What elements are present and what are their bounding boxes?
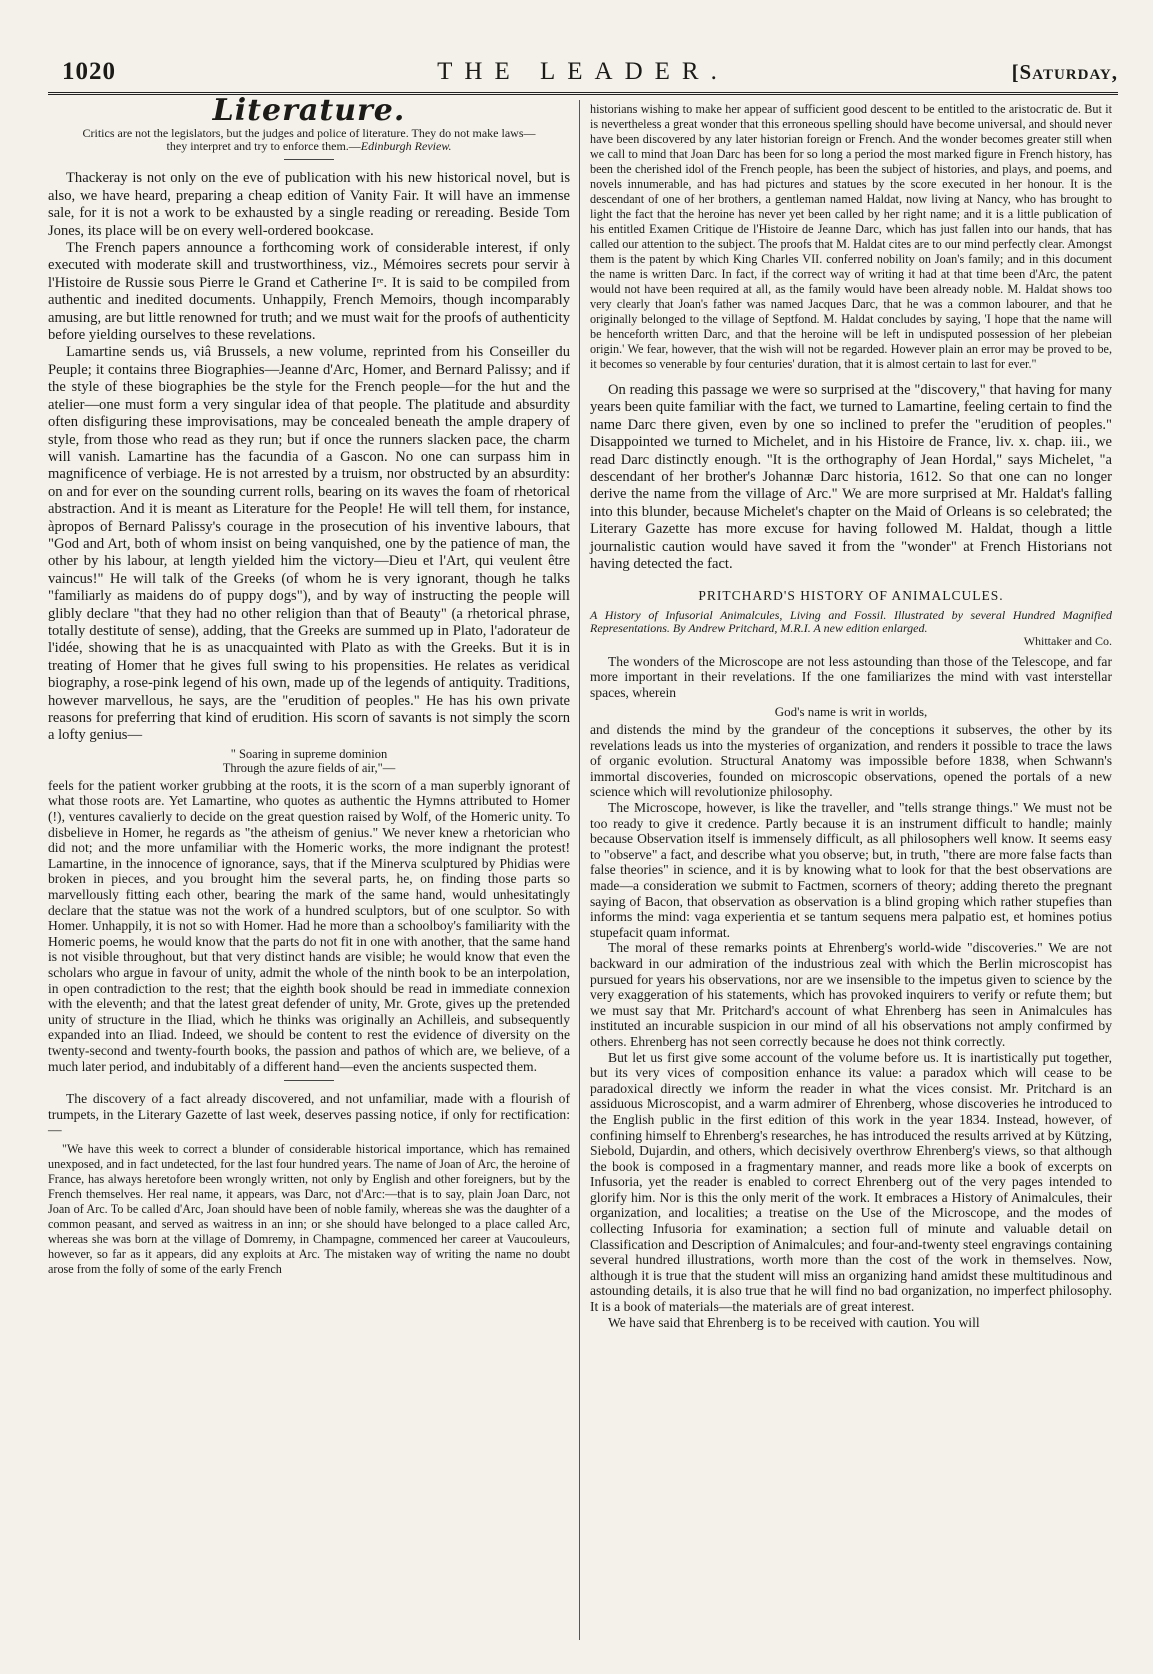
- review-title: PRITCHARD'S HISTORY OF ANIMALCULES.: [698, 588, 1004, 604]
- paragraph-distends: and distends the mind by the grandeur of the conceptions it subserves, the other by its revelations leads us into the mysteries of organization, and renders it possible to trace the laws of organic evolution. Structural Anatomy was impossible before 1838, when Schwann's immortal discoveries, founded on microscopic observations, opened the portals of a new science which will revolutionize philosophy.: [590, 722, 1112, 800]
- verse-line-1: " Soaring in supreme dominion: [230, 746, 388, 761]
- quote-continued-text: historians wishing to make her appear of sufficient good descent to be entitled to the aristocratic de. But it is nevertheless a great wonder that this erroneous spelling should have become universal, and should never have been discovered by any later historian foreign or French. And the wonder becomes greater still when we call to mind that Joan Darc has been for so long a period the most marked figure in French history, has been the cherished idol of the French people, has been the subject of histories, and plays, and poems, and novels innumerable, and has had pictures and statues by the score executed in her honour. It is the descendant of one of her brothers, a gentleman named Haldat, now living at Nancy, who has brought to light the fact that the heroine has never yet been called by her right name; and it is a little publication of his entitled Examen Critique de l'Histoire de Jeanne Darc, which has just fallen into our hands, that has called our attention to the subject. The proofs that M. Haldat cites are to our mind perfectly clear. Amongst them is the patent by which King Charles VII. conferred nobility on Joan's family; and in this document the name is written Darc. In fact, if the correct way of writing it had at that time been d'Arc, the patent would not have been required at all, as the family would have been already noble. M. Haldat shows too very clearly that Joan's father was named Jacques Darc, that he was a common labourer, and that he originally belonged to the village of Septfond. M. Haldat concludes by saying, 'I hope that the name will be henceforth written Darc, and that the heroine will be left in undisputed possession of her plebeian origin.' We fear, however, that the wish will not be regarded. However plain an error may be proved to be, it becomes so venerable by four centuries' duration, that it is almost certain to last for ever.": [590, 102, 1112, 371]
- section-masthead: Literature.: [212, 93, 406, 128]
- paragraph-discovery: The discovery of a fact already discovered, and not unfamiliar, made with a flourish of trumpets, in the Literary Gazette of last week, deserves passing notice, if only for rectification:—: [48, 1091, 570, 1138]
- book-reference-text: A History of Infusorial Animalcules, Living and Fossil. Illustrated by several Hundred Magnified Representations. By Andrew Pritchard, M.R.I. A new edition enlarged.: [590, 607, 1112, 635]
- paragraph-caution: We have said that Ehrenberg is to be received with caution. You will: [608, 1314, 980, 1330]
- short-rule-2: [284, 1080, 334, 1081]
- column-divider: [579, 100, 580, 1640]
- header-rule: [48, 92, 1118, 98]
- block-quote: [48, 1142, 570, 1277]
- epigraph-text: Critics are not the legislators, but the judges and police of literature. They do not make laws—they interpret and try to enforce them.—: [82, 126, 536, 154]
- spacer: [590, 372, 1112, 382]
- page-number: 1020: [62, 58, 116, 85]
- paragraph-microscope-traveller: The Microscope, however, is like the traveller, and "tells strange things." We must not be too ready to give it credence. Partly because it is an instrument difficult to handle; mainly because Observation itself is immensely difficult, as all philosophers well know. It seems easy to "observe" a fact, and describe what you observe; but, in truth, "there are more false facts than false theories" in science, and it is by knowing what to look for that the best observations are made—a consideration we submit to Factmen, scorners of theory; adding thereto the pregnant saying of Bacon, that observation as observation is a blind groping which rather stupefies than informs the mind: vaga experientia et se tantum sequens mera palpatio est, et homines potius stupefacit quam informat.: [590, 800, 1112, 940]
- book-publisher: Whittaker and Co.: [1023, 633, 1112, 648]
- right-column: [590, 102, 1112, 1330]
- epigraph: [78, 127, 540, 153]
- epigraph-source: Edinburgh Review.: [360, 139, 452, 154]
- motto-line: God's name is writ in worlds,: [774, 703, 928, 719]
- block-quote-continued: [590, 102, 1112, 372]
- paragraph-microscope-wonders: The wonders of the Microscope are not less astounding than those of the Telescope, and far more important in their revelations. If the one familiarizes the mind with vast interstellar spaces, wherein: [590, 653, 1112, 701]
- book-reference: [590, 609, 1112, 648]
- newspaper-page: [48, 50, 1118, 1660]
- newspaper-title: THE LEADER.: [437, 58, 729, 85]
- paragraph-lamartine: Lamartine sends us, viâ Brussels, a new volume, reprinted from his Conseiller du Peuple; it contains three Biographies—Jeanne d'Arc, Homer, and Bernard Palissy; and if the style of these biographies be the style for the French people—for the hut and the atelier—one must form a very singular idea of that people. The platitude and absurdity often disfiguring these improvisations, may be concealed beneath the ample drapery of style, from those who read as they run; but if once the runners slacken pace, the charm will vanish. Lamartine has the facundia of a Gascon. No one can surpass him in magnificence of verbiage. He is not arrested by a truism, nor obstructed by an absurdity: on and for ever on the sounding current rolls, bearing on its waves the foam of rhetorical abstraction. And it is meant as Literature for the People! He will tell them, for instance, àpropos of Bernard Palissy's courage in the prosecution of his inventive labours, that "God and Art, both of whom insist on being vanquished, one by the patience of man, the other by his labour, at length yielded him the victory—Dieu et l'Art, qui veulent être vaincus!" He will talk of the Greeks (of whom he is very ignorant, though he talks "familiarly as maidens do of puppy dogs"), and by way of instructing the people will glibly declare "that they had no other religion than that of Beauty" (a rhetorical phrase, totally destitute of sense), adding, that the Greeks are summed up in Plato, l'adorateur de l'idée, showing that he is as unacquainted with Plato as with the Greeks. But it is in treating of Homer that he gives full swing to his propensities. He relates as veridical biography, a rose-pink legend of his own, made up of the legends of antiquity. Traditions, however marvellous, he says, are the "erudition of peoples." He has his own private reasons for preferring that kind of erudition. His scorn of savants is not simply the scorn a lofty genius—: [48, 344, 570, 744]
- paragraph-thackeray: Thackeray is not only on the eve of publication with his new historical novel, but is also, we have heard, preparing a cheap edition of Vanity Fair. It will have an immense sale, for it is not a work to be exhausted by a single reading or rereading. Beside Tom Jones, its place will be on every well-ordered bookcase.: [48, 170, 570, 239]
- paragraph-french-memoirs: The French papers announce a forthcoming work of considerable interest, if only executed with moderate skill and trustworthiness, viz., Mémoires secrets pour servir à l'Histoire de Russie sous Pierre le Grand et Catherine Iʳᵉ. It is said to be compiled from authentic and inedited documents. Unhappily, French Memoirs, though incomparably amusing, are but little renowned for truth; and we must wait for the proofs of authenticity before yielding ourselves to these revelations.: [48, 240, 570, 344]
- paragraph-volume-account: But let us first give some account of the volume before us. It is inartistically put together, but its very vices of composition enhance its value: a paradox which will cease to be paradoxical directly we inform the reader in what the vices consist. Mr. Pritchard is an assiduous Microscopist, and a warm admirer of Ehrenberg, whose discoveries he introduced to the English public in the first edition of this work in the year 1834. Instead, however, of confining himself to Ehrenberg's researches, he has introduced the results arrived at by Kützing, Siebold, Dujardin, and others, which decisively overthrow Ehrenberg's views, so that although the book is composed in a fragmentary manner, and reads more like a book of excerpts on Infusoria, yet the reader is enabled to correct Ehrenberg out of the very pages intended to glorify him. Nor is this the only merit of the work. It embraces a History of Animalcules, their organization, and localities; a treatise on the Use of the Microscope, and the modes of collecting Infusoria for examination; a section full of minute and valuable detail on Classification and Description of Animalcules; and four-and-twenty steel engravings containing several hundred illustrations, worth more than the cost of the work in themselves. Now, although it is true that the student will miss an organizing hand amidst these multitudinous and astounding details, it is also true that he will find no bad organization, no imperfect philosophy. It is a book of materials—the materials are of great interest.: [590, 1049, 1112, 1315]
- verse-line-2: Through the azure fields of air,"—: [222, 760, 396, 775]
- paragraph-reading-passage: On reading this passage we were so surprised at the "discovery," that having for many years been quite familiar with the fact, we turned to Lamartine, feeling certain to find the name Darc there given, even by one so inclined to prefer the "erudition of peoples." Disappointed we turned to Michelet, and in his Histoire de France, liv. x. chap. iii., we read Darc distinctly enough. "It is the orthography of Jean Hordal," says Michelet, "a descendant of her brother's Johannæ Darc historia, 1612. So that one can no longer derive the name from the village of Arc." We are more surprised at Mr. Haldat's falling into this blunder, because Michelet's chapter on the Maid of Orleans is so celebrated; the Literary Gazette has more excuse for having followed M. Haldat, though a little journalistic caution would have saved it from the "wonder" at French Historians not having detected the fact.: [590, 382, 1112, 573]
- paragraph-homer: feels for the patient worker grubbing at the roots, it is the scorn of a man superbly ignorant of what those roots are. Yet Lamartine, who quotes as authentic the Hymns attributed to Homer (!), ventures cavalierly to decide on the great question raised by Wolf, of the Homeric unity. To disbelieve in Homer, he regards as "the atheism of genius." We never knew a rhetorician who did not; and the more unfamiliar with the Homeric works, the more indignant the protest! Lamartine, in the innocence of ignorance, says, that if the Minerva sculptured by Phidias were broken in pieces, and you brought him the several parts, he, on finding those parts so marvellously fitting each other, bearing the mark of the same hand, would unhesitatingly declare that the statue was not the work of a hundred sculptors, but of one sculptor. So with Homer. Unhappily, it is not so with Homer. Had he more than a schoolboy's familiarity with the Homeric poems, he would know that the parts do not fit in one with another, that the same hand is not visible throughout, but that very distinct hands are visible; he would know that even the scholars who argue in favour of unity, admit the whole of the ninth book to be an interpolation, in open contradiction to the rest; that the eighth book should be read in immediate connexion with the eleventh; and that the latest great defender of unity, Mr. Grote, gives up the pretended unity of structure in the Iliad, which he thinks was originally an Achilleis, and subsequently expanded into an Iliad. Indeed, we should be content to rest the evidence of diversity on the twenty-second and twenty-fourth books, the passion and pathos of which are, we believe, of a much later period, and indubitably of a different hand—even the ancients suspected them.: [48, 777, 570, 1074]
- issue-day: [Saturday,: [1011, 60, 1118, 84]
- quote-text: "We have this week to correct a blunder of considerable historical importance, which has remained unexposed, and in fact undetected, for the last four hundred years. The name of Joan of Arc, the heroine of France, has always heretofore been wrongly written, not only by English and other foreigners, but by the French themselves. Her real name, it appears, was Darc, not d'Arc:—that is to say, plain Joan Darc, not Joan of Arc. To be called d'Arc, Joan should have been of noble family, whereas she was the daughter of a common peasant, and served as waitress in an inn; or she should have belonged to a place called Arc, whereas she was born at the village of Domremy, in Champagne, commenced her career at Vaucouleurs, however, so far as it appears, did any exploits at Arc. The mistaken way of writing the name no doubt arose from the folly of some of the early French: [48, 1141, 570, 1276]
- left-column: [48, 93, 570, 1277]
- short-rule: [284, 159, 334, 160]
- paragraph-ehrenberg-moral: The moral of these remarks points at Ehrenberg's world-wide "discoveries." We are not backward in our admiration of the industrious zeal with which the Berlin microscopist has pursued for years his observations, nor are we insensible to the impetus given to science by the very exaggeration of his statements, which has provoked inquirers to verify or refute them; but we must say that Mr. Pritchard's account of what Ehrenberg has seen in Animalcules has instituted an incurable suspicion in our mind of all his observations not amply confirmed by others. Ehrenberg has not seen correctly because he does not think correctly.: [590, 940, 1112, 1049]
- verse-quote: [48, 747, 570, 775]
